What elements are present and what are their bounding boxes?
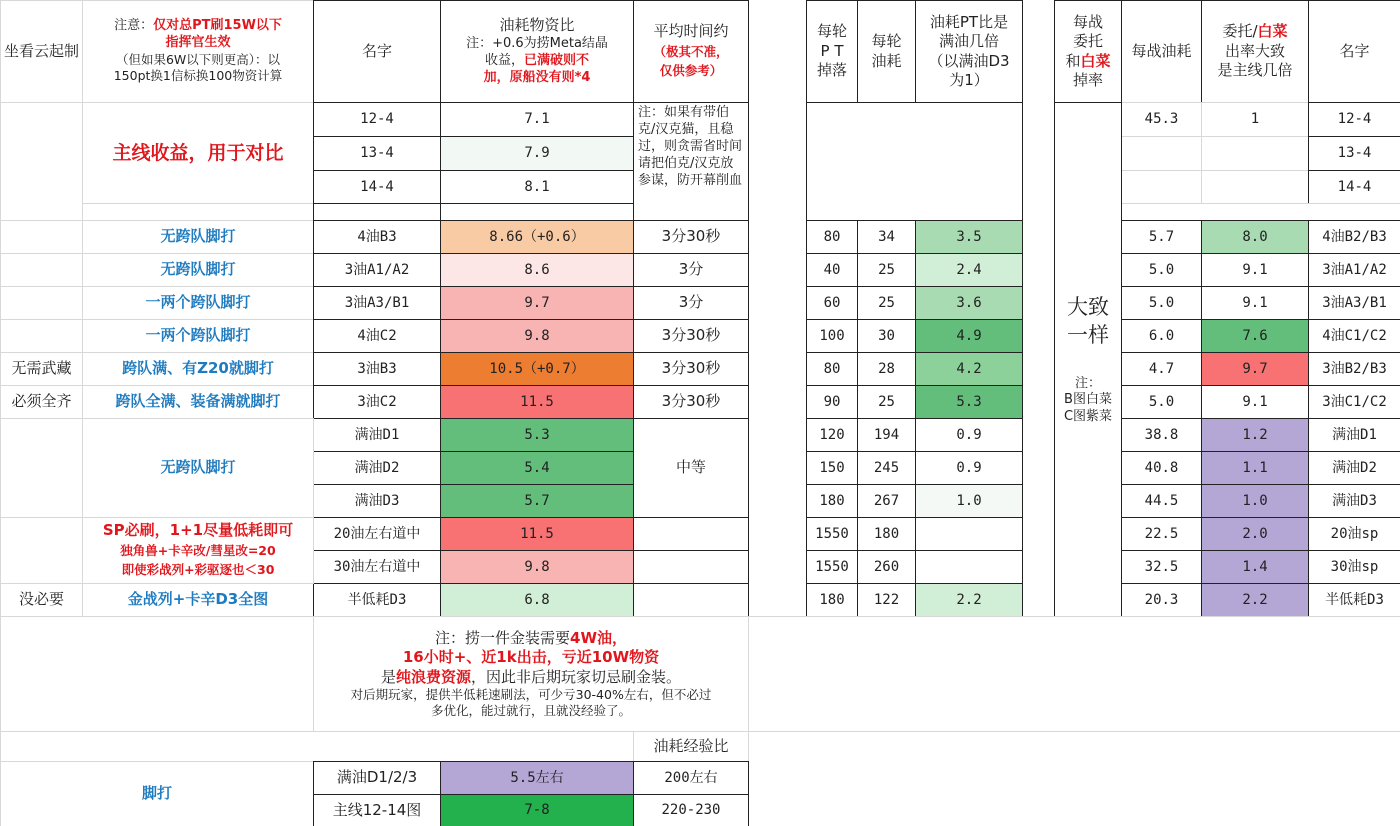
row-name: 20油左右道中 [313,517,441,551]
blank-block [806,102,1023,221]
row-method: 金战列+卡辛D3全图 [82,583,314,617]
same-label [1067,293,1109,350]
row-note-a: 必须全齐 [0,385,83,419]
text: 和 [1065,51,1081,70]
time-merged: 中等 [633,418,749,518]
row-battle-fuel: 38.8 [1121,418,1202,452]
text: 加，原船没有则*4 [483,69,591,85]
text: （极其不准， [653,43,729,59]
row-name-right: 3油B2/B3 [1308,352,1400,386]
row-pt: 120 [806,418,858,452]
row-name-right: 3油A1/A2 [1308,253,1400,287]
row-name-right: 3油C1/C2 [1308,385,1400,419]
text-line [817,61,847,81]
row-name-right: 20油sp [1308,517,1400,551]
row-method-merged: 无跨队脚打 [82,418,314,518]
row-ratio: 6.8 [440,583,634,617]
row-name: 4油B3 [313,220,441,254]
text: 为1） [949,71,989,89]
text-line [114,18,282,35]
row-name-right: 满油D1 [1308,418,1400,452]
text: C图紫菜 [1063,409,1113,425]
sp-label [82,517,314,584]
text: 已满破则不 [524,52,590,68]
drop-note [1064,376,1112,427]
row-mult: 1.4 [1201,550,1309,584]
row-name-right: 满油D2 [1308,451,1400,485]
text: 委托 [1072,32,1103,50]
row-fuel: 25 [857,385,916,419]
row-battle-fuel: 5.0 [1121,385,1202,419]
text: 150pt换1信标换100物资计算 [113,68,283,84]
row-pt: 100 [806,319,858,353]
row-ratio: 5.7 [440,484,634,518]
text: 每轮 [871,32,902,50]
row-ratio: 8.66（+0.6） [440,220,634,254]
text: 委托/ [1222,22,1258,41]
row-ratio: 8.6 [440,253,634,287]
text-line [1073,32,1103,52]
main-ratio: 7.1 [440,102,634,137]
text-line [435,629,627,649]
exp-label: 脚打 [0,761,314,826]
text: 注：+0.6为捞Meta结晶 [466,35,608,51]
gold-note [313,616,749,732]
row-ratio: 11.5 [440,385,634,419]
row-ratio: 10.5（+0.7） [440,352,634,386]
drop-merged [1054,102,1122,617]
exp-name: 满油D1/2/3 [313,761,441,795]
header-name-right: 名字 [1308,0,1400,103]
exp-ratio: 7-8 [440,794,634,826]
blank [0,418,83,518]
exp-ratio: 5.5左右 [440,761,634,795]
row-note-a [0,253,83,287]
row-ratio: 9.8 [440,550,634,584]
text: 对后期玩家，提供半低耗速刷法，可少亏30-40%左右，但不必过 [350,687,712,702]
blank [82,203,314,221]
row-method: 跨队满、有Z20就脚打 [82,352,314,386]
row-battle-fuel: 5.7 [1121,220,1202,254]
exp-name: 主线12-14图 [313,794,441,826]
row-pt: 80 [806,352,858,386]
exp-value: 200左右 [633,761,749,795]
row-name: 半低耗D3 [313,583,441,617]
row-pt: 1550 [806,550,858,584]
right-main-fuel [1121,170,1202,204]
header-col-a [0,0,83,103]
text-line [949,71,989,91]
row-pt-ratio: 2.2 [915,583,1023,617]
text: 独角兽+卡辛改/彗星改=20 [120,542,276,558]
row-note-a: 无需武藏 [0,352,83,386]
row-pt: 1550 [806,517,858,551]
row-mult: 2.2 [1201,583,1309,617]
text: 掉率 [1072,71,1103,89]
main-note-text: 注：如果有带伯克/汉克猫，且稳过，则贪需省时间请把伯克/汉克放参谋，防开幕削血 [638,105,743,188]
row-pt-ratio: 0.9 [915,451,1023,485]
row-battle-fuel: 4.7 [1121,352,1202,386]
text-line [116,52,280,68]
text-line [1073,71,1103,91]
blank [0,517,83,584]
row-battle-fuel: 5.0 [1121,253,1202,287]
row-method: 无跨队脚打 [82,253,314,287]
main-name: 14-4 [313,170,441,204]
text-line [381,668,681,688]
row-note-a [0,220,83,254]
row-pt-ratio: 3.5 [915,220,1023,254]
row-time: 3分30秒 [633,385,749,419]
text: （以满油D3 [928,51,1010,70]
text-line [4,42,79,62]
row-method: 一两个跨队脚打 [82,286,314,320]
text: 即使彩战列+彩驱逐也＜30 [121,562,275,578]
row-fuel: 30 [857,319,916,353]
row-ratio: 5.3 [440,418,634,452]
row-time: 3分 [633,286,749,320]
text: 掉落 [816,61,847,80]
row-mult: 9.1 [1201,253,1309,287]
row-method: 一两个跨队脚打 [82,319,314,353]
row-time: 3分30秒 [633,352,749,386]
row-fuel: 245 [857,451,916,485]
cell-a-main [0,102,83,221]
row-time [633,583,749,617]
row-fuel: 180 [857,517,916,551]
row-fuel: 28 [857,352,916,386]
row-method: 跨队全满、装备满就脚打 [82,385,314,419]
row-pt-ratio: 4.2 [915,352,1023,386]
header-time [633,0,749,103]
right-main-name: 14-4 [1308,170,1400,204]
blank [0,616,314,732]
row-fuel: 122 [857,583,916,617]
blank [313,203,441,221]
row-method: 无跨队脚打 [82,220,314,254]
header-drop [1054,0,1122,103]
text: SP必刷，1+1尽量低耗即可 [102,521,294,540]
row-fuel: 260 [857,550,916,584]
main-label-text: 主线收益，用于对比 [112,141,284,164]
row-name: 3油A3/B1 [313,286,441,320]
row-name: 3油B3 [313,352,441,386]
header-pt [806,0,858,103]
right-main-mult: 1 [1201,102,1309,137]
row-mult: 9.1 [1201,286,1309,320]
row-name: 满油D3 [313,484,441,518]
text-line [930,13,1008,33]
row-fuel: 34 [857,220,916,254]
row-pt-ratio: 2.4 [915,253,1023,287]
row-fuel: 194 [857,418,916,452]
row-mult: 2.0 [1201,517,1309,551]
text-line [485,53,589,70]
row-ratio: 9.7 [440,286,634,320]
right-main-mult [1201,136,1309,171]
exp-header: 油耗经验比 [633,731,749,762]
row-pt: 90 [806,385,858,419]
text: 白菜 [1257,22,1288,41]
right-main-name: 12-4 [1308,102,1400,137]
text-line [653,22,728,42]
text-line [821,42,844,62]
main-label [82,102,314,204]
text-line [653,42,728,62]
row-pt-ratio: 4.9 [915,319,1023,353]
text: 指挥官生效 [165,35,231,51]
main-ratio: 8.1 [440,170,634,204]
row-name: 4油C2 [313,319,441,353]
row-pt: 80 [806,220,858,254]
text: 16小时+、近1k出击，亏近10W物资 [402,648,660,666]
row-battle-fuel: 44.5 [1121,484,1202,518]
main-name: 13-4 [313,136,441,171]
row-name-right: 满油D3 [1308,484,1400,518]
row-pt: 150 [806,451,858,485]
text: 注意： [114,18,154,34]
row-battle-fuel: 20.3 [1121,583,1202,617]
text: 油耗物资比 [499,16,575,35]
text-line [1217,61,1292,81]
header-label: 坐看云起制 [3,41,79,60]
row-battle-fuel: 32.5 [1121,550,1202,584]
text: ，因此非后期玩家切忌刷金装。 [471,667,682,686]
row-time [633,550,749,584]
text: 仅供参考） [659,63,723,79]
row-pt: 180 [806,583,858,617]
text-line [939,32,999,52]
row-name: 3油A1/A2 [313,253,441,287]
exp-value: 220-230 [633,794,749,826]
row-pt: 40 [806,253,858,287]
row-name-right: 半低耗D3 [1308,583,1400,617]
text-line [165,35,230,52]
row-battle-fuel: 5.0 [1121,286,1202,320]
row-mult: 1.1 [1201,451,1309,485]
row-fuel: 25 [857,253,916,287]
text-line [1073,13,1103,33]
text: 每战 [1072,12,1103,31]
text-line [1225,42,1285,62]
header-pt-ratio [915,0,1023,103]
header-fuel [857,0,916,103]
right-main-fuel: 45.3 [1121,102,1202,137]
text-line [120,541,275,561]
text: （但如果6W以下则更高）：以 [115,52,281,68]
text: 出率大致 [1224,41,1285,60]
text-line [403,648,659,668]
blank [748,731,1400,826]
blank [0,731,634,762]
right-main-name: 13-4 [1308,136,1400,171]
row-time: 3分30秒 [633,220,749,254]
text-line [484,70,591,87]
text: 油耗PT比是 [929,12,1009,31]
row-battle-fuel: 40.8 [1121,451,1202,485]
text: 是主线几倍 [1217,61,1293,80]
text: 每轮 [816,22,847,41]
row-ratio: 11.5 [440,517,634,551]
row-pt: 60 [806,286,858,320]
text-line [928,52,1009,72]
row-ratio: 9.8 [440,319,634,353]
text-line [1065,52,1110,72]
text: 仅对总PT刷15W以下 [153,18,282,34]
text-line [122,560,275,580]
row-mult: 9.1 [1201,385,1309,419]
row-name: 满油D2 [313,451,441,485]
header-ratio [440,0,634,103]
main-note [633,102,749,221]
main-ratio: 7.9 [440,136,634,171]
text: 多优化，能过就行，且就没经验了。 [430,703,631,719]
text-line [660,61,723,81]
row-fuel: 25 [857,286,916,320]
row-pt-ratio: 5.3 [915,385,1023,419]
text-line [431,703,631,719]
text: 大致 [1067,294,1109,319]
text: 平均时间约 [653,22,729,41]
text: 是 [380,667,396,686]
row-mult: 7.6 [1201,319,1309,353]
text: 一样 [1067,323,1109,348]
row-name-right: 30油sp [1308,550,1400,584]
row-time: 3分 [633,253,749,287]
text: 注：捞一件金装需要 [435,628,571,647]
row-name-right: 3油A3/B1 [1308,286,1400,320]
row-mult: 9.7 [1201,352,1309,386]
text-line [871,52,901,72]
text-line [499,16,574,36]
row-pt: 180 [806,484,858,518]
row-name-right: 4油C1/C2 [1308,319,1400,353]
row-battle-fuel: 6.0 [1121,319,1202,353]
row-name: 满油D1 [313,418,441,452]
row-ratio: 5.4 [440,451,634,485]
row-note-a: 没必要 [0,583,83,617]
header-battle-fuel: 每战油耗 [1121,0,1202,103]
row-fuel: 267 [857,484,916,518]
header-mult [1201,0,1309,103]
blank [440,203,634,221]
text: 油耗 [871,51,902,70]
text-line [103,521,293,541]
row-battle-fuel: 22.5 [1121,517,1202,551]
text-line [466,36,608,53]
text-line [351,687,712,703]
row-time [633,517,749,551]
row-note-a [0,319,83,353]
blank [1121,203,1400,221]
row-mult: 1.0 [1201,484,1309,518]
row-note-a [0,286,83,320]
text: P T [820,41,844,60]
row-pt-ratio: 1.0 [915,484,1023,518]
text: 纯浪费资源 [395,667,471,686]
main-name: 12-4 [313,102,441,137]
row-name: 30油左右道中 [313,550,441,584]
row-time: 3分30秒 [633,319,749,353]
text-line [817,22,847,42]
text-line [1222,22,1287,42]
row-pt-ratio [915,550,1023,584]
row-pt-ratio: 0.9 [915,418,1023,452]
row-mult: 8.0 [1201,220,1309,254]
row-name: 3油C2 [313,385,441,419]
row-name-right: 4油B2/B3 [1308,220,1400,254]
text: 白菜 [1080,51,1111,70]
row-mult: 1.2 [1201,418,1309,452]
header-note [82,0,314,103]
row-pt-ratio: 3.6 [915,286,1023,320]
header-name: 名字 [313,0,441,103]
right-main-mult [1201,170,1309,204]
row-pt-ratio [915,517,1023,551]
text: 注： [1074,375,1101,391]
text-line [114,68,283,84]
text: 收益， [484,52,524,68]
text-line [871,32,901,52]
right-main-fuel [1121,136,1202,171]
text: B图白菜 [1064,392,1112,408]
text: 满油几倍 [938,32,999,50]
text: 4W油， [570,628,627,647]
blank [748,616,1400,732]
